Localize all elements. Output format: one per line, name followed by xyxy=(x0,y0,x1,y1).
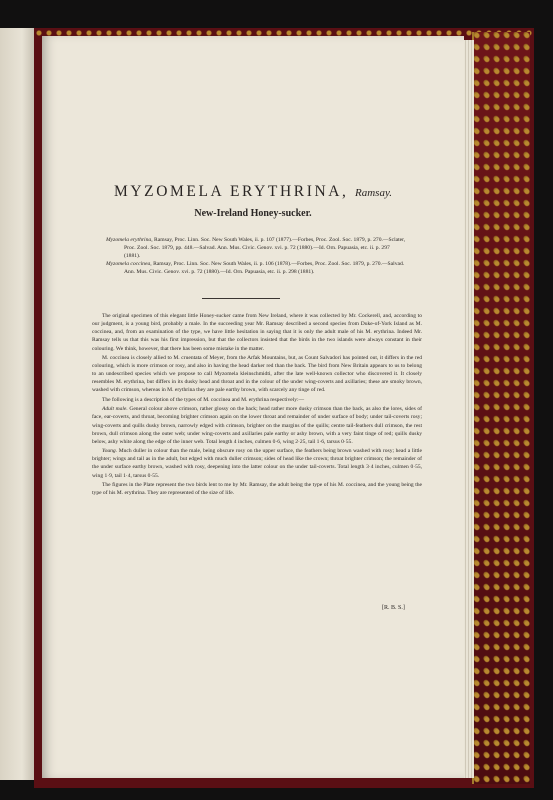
section-divider xyxy=(202,298,280,299)
author-initials: [R. B. S.] xyxy=(382,605,405,611)
synonymy-entry: Myzomela erythrina, Ramsay, Proc. Linn. Soc. New South Wales, ii. p. 107 (1877).—Forbes, Proc. Zool. Soc. 1879, p. 270.—Sclater, Proc. Zool. Soc. 1879, pp. 448.—Salvad. Ann. Mus. Civic. Genov. xvi. p. 72 (1880).—Id. Orn. Papuasia, etc. ii. p. 297 (1881). xyxy=(106,237,406,260)
young-description: Young. Much duller in colour than the male, being obscure rosy on the upper surface, the feathers being brown washed with rosy; head a little brighter; wings and tail as in the adult, but edged with much duller crimson; sides of head like the crown; throat brighter crimson; the remainder of the under surface earthy brown, washed with rosy, deepening into the latter colour on the under tail-coverts. Total length 3·4 inches, culmen 0·55, wing 1·9, tail 1·4, tarsus 0·55. xyxy=(92,448,423,479)
species-name: MYZOMELA ERYTHRINA, xyxy=(113,183,349,200)
figures-note: The figures in the Plate represent the two birds lent to me by Mr. Ramsay, the adult being the type of his M. coccinea, and the young being the type of his M. erythrina. They are represented of the size of life. xyxy=(92,481,422,497)
gilt-border-right xyxy=(472,32,530,784)
synonymy-entry: Myzomela coccinea, Ramsay, Proc. Linn. Soc. New South Wales, ii. p. 106 (1878).—Forbes, Proc. Zool. Soc. 1879, p. 270.—Salvad. Ann. Mus. Civic. Genov. xvi. p. 72 (1880).—Id. Orn. Papuasia, etc. ii. p. 298 (1881). xyxy=(106,261,405,276)
paragraph: The following is a description of the types of M. coccinea and M. erythrina respectively:— xyxy=(102,396,305,403)
species-title xyxy=(42,183,464,201)
synonymy-list xyxy=(106,236,406,276)
paragraph: M. coccinea is closely allied to M. cruentata of Meyer, from the Arfak Mountains, but, as Count Salvadori has pointed out, it differs in the red colouring, which is more crimson or rosy, and also in having the head darker red than the back. The bird from New Britain appears to us to belong to an undescribed species which we propose to call Myzomela kleinschmidti, after the late well-known collector who discovered it. It closely resembles M. erythrina, but differs in its dusky head and throat and in the colour of the under wing-coverts and axillaries; these are smoky brown, washed with crimson, whereas in M. erythrina they are pale earthy brown, with scarcely any tinge of red. xyxy=(92,354,422,394)
species-author: Ramsay. xyxy=(355,187,392,199)
paragraph: The original specimen of this elegant little Honey-sucker came from New Ireland, where it was collected by Mr. Cockerell, and, according to our judgment, is a young bird, probably a male. In the succeeding year Mr. Ramsay described a second species from Duke-of-York Island as M. coccinea, and, from an examination of the type, we have little hesitation in saying that it is only the adult male of his M. erythrina. Indeed Mr. Ramsay tells us that this was his first impression, but that the collectors insisted that the birds in the two islands were always constant in their colouring. We think, however, that there has been some mistake in the matter. xyxy=(92,313,422,352)
adult-description: Adult male. General colour above crimson, rather glossy on the back; head rather more dusky crimson than the back, as also the lores, sides of face, ear-coverts, and throat, becoming brighter crimson again on the lower throat and remainder of under surface of body; under tail-coverts rosy; wing-coverts and quills dusky brown, narrowly edged with crimson, brighter on the margins of the quills; centre tail-feathers dull crimson, the rest brown, dull crimson along the outer web; under wing-coverts and axillaries pale earthy or ashy brown, with a very faint tinge of red; quills dusky below, ashy white along the edge of the inner web. Total length 4 inches, culmen 0·6, wing 2·25, tail 1·6, tarsus 0·55. xyxy=(92,406,422,445)
book-page xyxy=(42,36,464,778)
common-name: New-Ireland Honey-sucker. xyxy=(194,208,312,219)
body-text xyxy=(92,312,422,497)
